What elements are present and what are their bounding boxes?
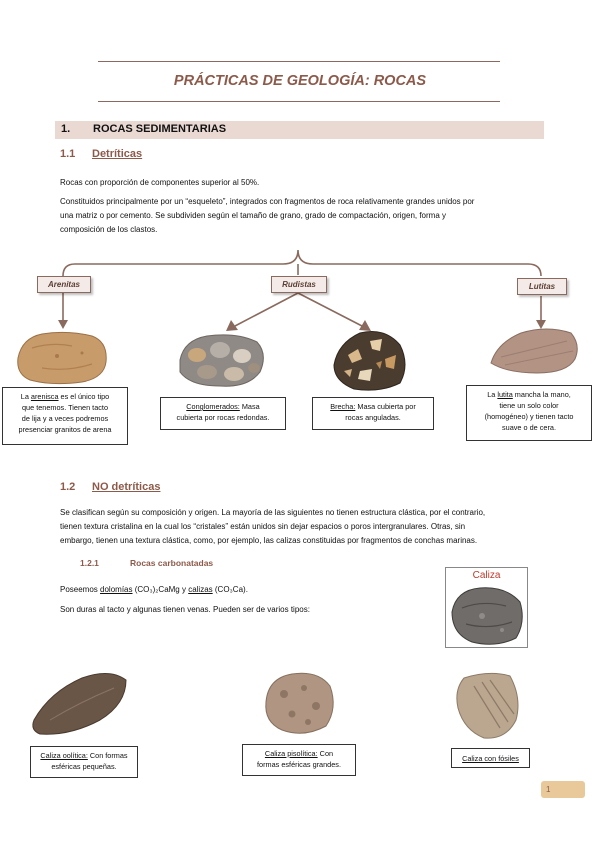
arrow-conglomerados bbox=[235, 293, 298, 326]
description-line: que tenemos. Tienen tacto bbox=[22, 403, 108, 412]
page-title: PRÁCTICAS DE GEOLOGÍA: ROCAS bbox=[173, 73, 427, 89]
description-text: Con bbox=[317, 749, 334, 758]
paragraph-line: composición de los clastos. bbox=[60, 225, 158, 234]
subsubsection-carbonatadas bbox=[80, 558, 320, 570]
calizas-term: calizas bbox=[188, 585, 213, 594]
description-line: presenciar granitos de arena bbox=[18, 425, 112, 434]
brecha-term: Brecha: bbox=[330, 402, 356, 411]
conglomerado-rock-image bbox=[172, 330, 272, 390]
label-arenitas: Arenitas bbox=[37, 276, 91, 293]
arrow-brecha bbox=[298, 293, 362, 326]
subsection-number: 1.2 bbox=[60, 481, 76, 493]
lutita-description bbox=[466, 385, 592, 441]
dolomias-term: dolomías bbox=[100, 585, 133, 594]
description-line: suave o de cera. bbox=[502, 423, 556, 432]
paragraph-text: (CO₃Ca). bbox=[212, 585, 248, 594]
caliza-pisolitica-rock-image bbox=[260, 668, 340, 740]
caliza-fosiles-term: Caliza con fósiles bbox=[462, 754, 519, 763]
description-line bbox=[471, 389, 587, 400]
description-line: formas esféricas grandes. bbox=[257, 760, 341, 769]
description-line: tiene un solo color bbox=[499, 401, 559, 410]
paragraph-duras: Son duras al tacto y algunas tienen venas. Pueden ser de varios tipos: bbox=[60, 605, 310, 614]
caliza-oolitica-description bbox=[30, 746, 138, 778]
arenisca-term: arenisca bbox=[30, 392, 59, 401]
description-line: rocas anguladas. bbox=[345, 413, 401, 422]
description-line: cubierta por rocas redondas. bbox=[176, 413, 270, 422]
paragraph-proporcion: Rocas con proporción de componentes superior al 50%. bbox=[60, 178, 260, 187]
section-number: 1. bbox=[61, 123, 71, 135]
description-line bbox=[165, 401, 281, 412]
lutita-term: lutita bbox=[497, 390, 513, 399]
description-text: Masa cubierta por bbox=[355, 402, 416, 411]
subsection-no-detriticas bbox=[60, 481, 260, 495]
section-title: ROCAS SEDIMENTARIAS bbox=[93, 123, 227, 135]
paragraph-text: Poseemos bbox=[60, 585, 101, 594]
description-text: mancha la mano, bbox=[512, 390, 571, 399]
description-line: de lija y a veces podremos bbox=[21, 414, 109, 423]
arenisca-description bbox=[2, 387, 128, 445]
caliza-fosiles-description bbox=[451, 748, 530, 768]
subsection-title: Detríticas bbox=[92, 148, 143, 160]
paragraph-line: tienen textura cristalina en la cual los “cristales” están unidos sin dejar espacios o poros intergranulares. Otras, sin bbox=[60, 522, 466, 531]
caliza-oolitica-rock-image bbox=[30, 670, 130, 740]
description-line bbox=[35, 750, 133, 761]
subsubsection-title: Rocas carbonatadas bbox=[130, 558, 214, 568]
classification-brace bbox=[63, 250, 541, 276]
caliza-rock-image bbox=[446, 582, 527, 648]
description-text: es el único tipo bbox=[58, 392, 110, 401]
caliza-fosiles-rock-image bbox=[450, 668, 525, 743]
caliza-photo-label: Caliza bbox=[472, 570, 501, 581]
paragraph-line: Constituidos principalmente por un “esqueleto”, integrados con fragmentos de roca relativamente grandes unidos por bbox=[60, 197, 475, 206]
brecha-rock-image bbox=[330, 325, 410, 395]
subsection-title: NO detríticas bbox=[92, 481, 161, 493]
caliza-oolitica-term: Caliza oolítica: bbox=[40, 751, 88, 760]
label-lutitas: Lutitas bbox=[517, 278, 567, 295]
caliza-pisolitica-term: Caliza pisolítica: bbox=[264, 749, 318, 758]
subsection-number: 1.1 bbox=[60, 148, 76, 160]
paragraph-line: embargo, tienen una textura clástica, como, por ejemplo, las calizas constituidas por fragmentos de conchas marinas. bbox=[60, 536, 478, 545]
description-line bbox=[317, 401, 429, 412]
paragraph-poseemos bbox=[60, 583, 248, 597]
caliza-photo bbox=[445, 567, 528, 648]
description-text: La bbox=[20, 392, 31, 401]
paragraph-no-detriticas bbox=[60, 506, 550, 548]
subsubsection-number: 1.2.1 bbox=[80, 558, 99, 568]
description-line: (homogéneo) y tienen tacto bbox=[484, 412, 574, 421]
arenisca-rock-image bbox=[12, 328, 112, 388]
conglomerados-description bbox=[160, 397, 286, 430]
conglomerados-term: Conglomerados: bbox=[186, 402, 240, 411]
label-rudistas: Rudistas bbox=[271, 276, 327, 293]
lutita-rock-image bbox=[487, 325, 582, 375]
page-number: 1 bbox=[541, 781, 585, 798]
paragraph-line: una matriz o por cemento. Se subdividen según el tamaño de grano, grado de compactación, origen, forma y bbox=[60, 211, 447, 220]
description-line: esféricas pequeñas. bbox=[51, 762, 117, 771]
description-text: Con formas bbox=[87, 751, 128, 760]
brecha-description bbox=[312, 397, 434, 430]
description-text: Masa bbox=[239, 402, 260, 411]
description-text: La bbox=[487, 390, 498, 399]
description-line bbox=[7, 391, 123, 402]
caliza-pisolitica-description bbox=[242, 744, 356, 776]
paragraph-line: Se clasifican según su composición y origen. La mayoría de las siguientes no tienen estructura clástica, por el contrario, bbox=[60, 508, 486, 517]
paragraph-text: (CO₃)₂CaMg y bbox=[132, 585, 189, 594]
description-line bbox=[247, 748, 351, 759]
